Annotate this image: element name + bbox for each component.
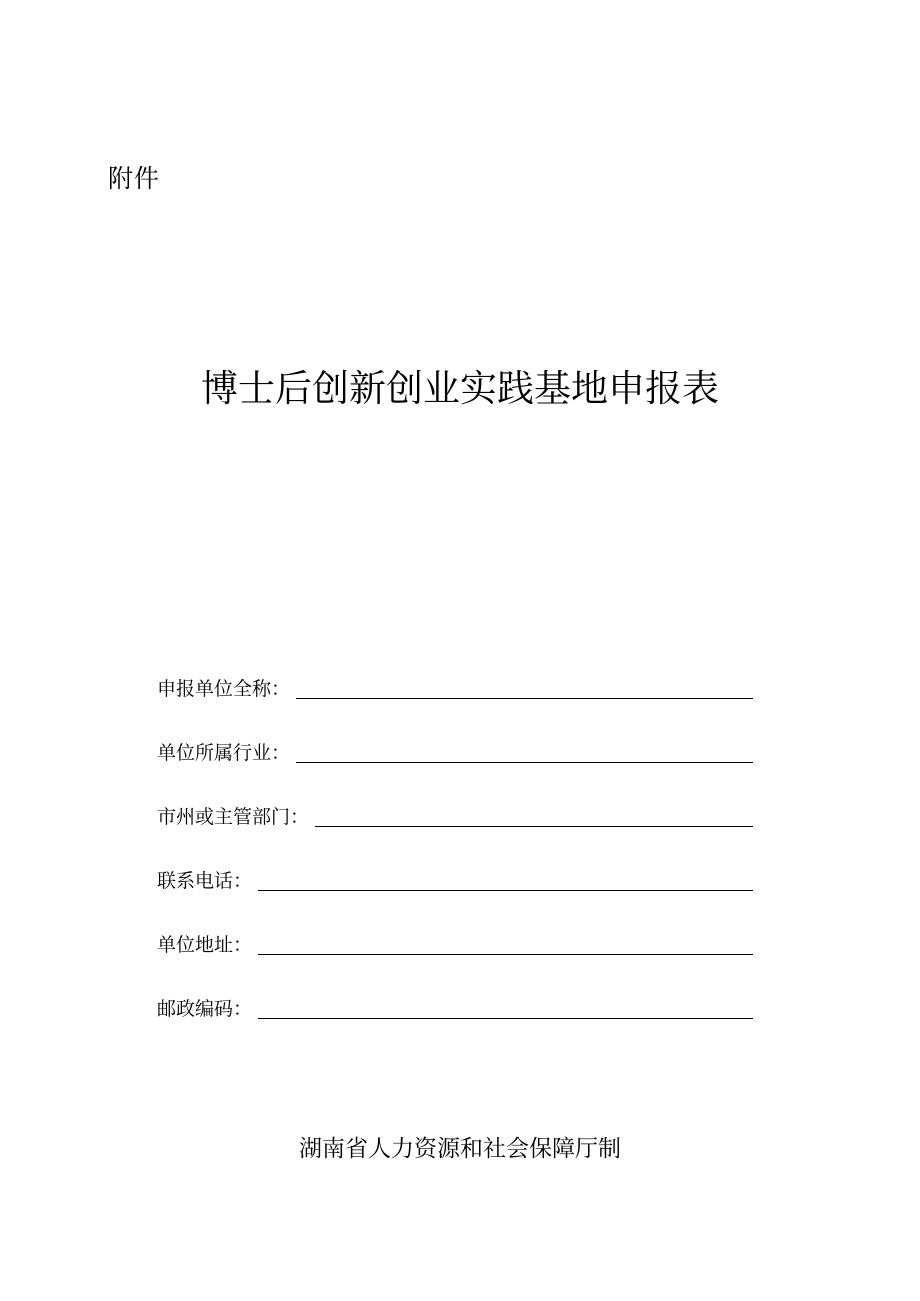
field-blank-line[interactable] (315, 804, 753, 827)
field-blank-line[interactable] (258, 932, 753, 955)
field-label: 市州或主管部门： (157, 806, 310, 828)
form-title: 博士后创新创业实践基地申报表 (201, 367, 719, 410)
field-blank-line[interactable] (296, 740, 753, 763)
field-blank-line[interactable] (258, 996, 753, 1019)
field-label: 单位所属行业： (157, 742, 291, 764)
field-city-department (157, 798, 753, 830)
field-address (157, 926, 753, 958)
field-postal-code (157, 990, 753, 1022)
field-industry (157, 734, 753, 766)
issuer-footer: 湖南省人力资源和社会保障厅制 (299, 1136, 621, 1162)
field-phone (157, 862, 753, 894)
field-label: 联系电话： (157, 870, 253, 892)
field-label: 单位地址： (157, 934, 253, 956)
attachment-label: 附件 (108, 164, 161, 193)
field-label: 邮政编码： (157, 998, 253, 1020)
field-applicant-unit (157, 670, 753, 702)
field-blank-line[interactable] (296, 676, 753, 699)
field-label: 申报单位全称： (157, 678, 291, 700)
field-blank-line[interactable] (258, 868, 753, 891)
form-fields (157, 670, 753, 1054)
